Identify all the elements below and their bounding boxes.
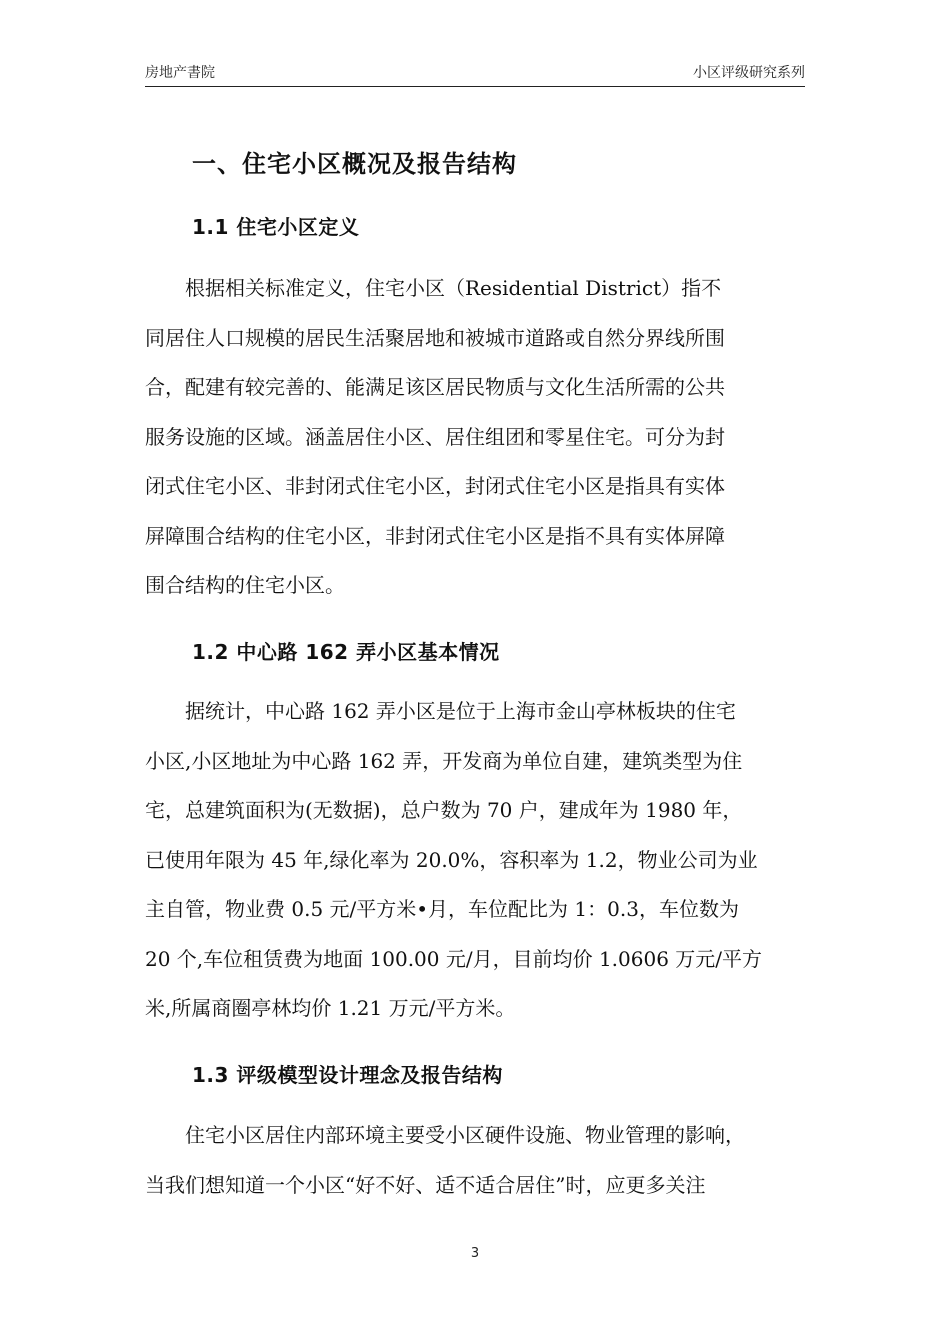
section-heading-1-1: 1.1 住宅小区定义 — [192, 215, 360, 239]
text-line: 同居住人口规模的居民生活聚居地和被城市道路或自然分界线所围 — [145, 325, 725, 350]
section-heading-1-2: 1.2 中心路 162 弄小区基本情况 — [192, 640, 500, 664]
text-line: 20 个,车位租赁费为地面 100.00 元/月，目前均价 1.0606 万元/平方 — [145, 946, 763, 971]
text-line: 合，配建有较完善的、能满足该区居民物质与文化生活所需的公共 — [145, 375, 725, 399]
text-line: 服务设施的区域。涵盖居住小区、居住组团和零星住宅。可分为封 — [145, 424, 725, 449]
text-line: 围合结构的住宅小区。 — [145, 573, 345, 597]
chapter-title: 一、住宅小区概况及报告结构 — [192, 150, 517, 178]
text-line: 当我们想知道一个小区“好不好、适不适合居住”时，应更多关注 — [145, 1172, 706, 1197]
text-line: 主自管，物业费 0.5 元/平方米•月，车位配比为 1：0.3，车位数为 — [145, 897, 739, 921]
page-header — [145, 62, 805, 87]
text-line: 住宅小区居住内部环境主要受小区硬件设施、物业管理的影响， — [145, 1123, 745, 1147]
text-line: 根据相关标准定义，住宅小区（Residential District）指不 — [145, 276, 722, 300]
text-line: 据统计，中心路 162 弄小区是位于上海市金山亭林板块的住宅 — [145, 699, 736, 723]
header-publisher: 房地产書院 — [145, 65, 215, 81]
header-series-title: 小区评级研究系列 — [693, 65, 805, 81]
paragraph-1-3 — [145, 1111, 815, 1210]
text-line: 米,所属商圈亭林均价 1.21 万元/平方米。 — [145, 996, 516, 1020]
text-line: 闭式住宅小区、非封闭式住宅小区，封闭式住宅小区是指具有实体 — [145, 474, 725, 498]
page-number: 3 — [470, 1246, 480, 1261]
paragraph-1-1 — [145, 264, 815, 611]
text-line: 屏障围合结构的住宅小区，非封闭式住宅小区是指不具有实体屏障 — [145, 523, 725, 548]
section-heading-1-3: 1.3 评级模型设计理念及报告结构 — [192, 1063, 503, 1087]
text-line: 宅，总建筑面积为(无数据)，总户数为 70 户，建成年为 1980 年， — [145, 798, 743, 822]
paragraph-1-2 — [145, 687, 815, 1034]
text-line: 小区,小区地址为中心路 162 弄，开发商为单位自建，建筑类型为住 — [145, 748, 743, 773]
text-line: 已使用年限为 45 年,绿化率为 20.0%，容积率为 1.2，物业公司为业 — [145, 847, 758, 872]
